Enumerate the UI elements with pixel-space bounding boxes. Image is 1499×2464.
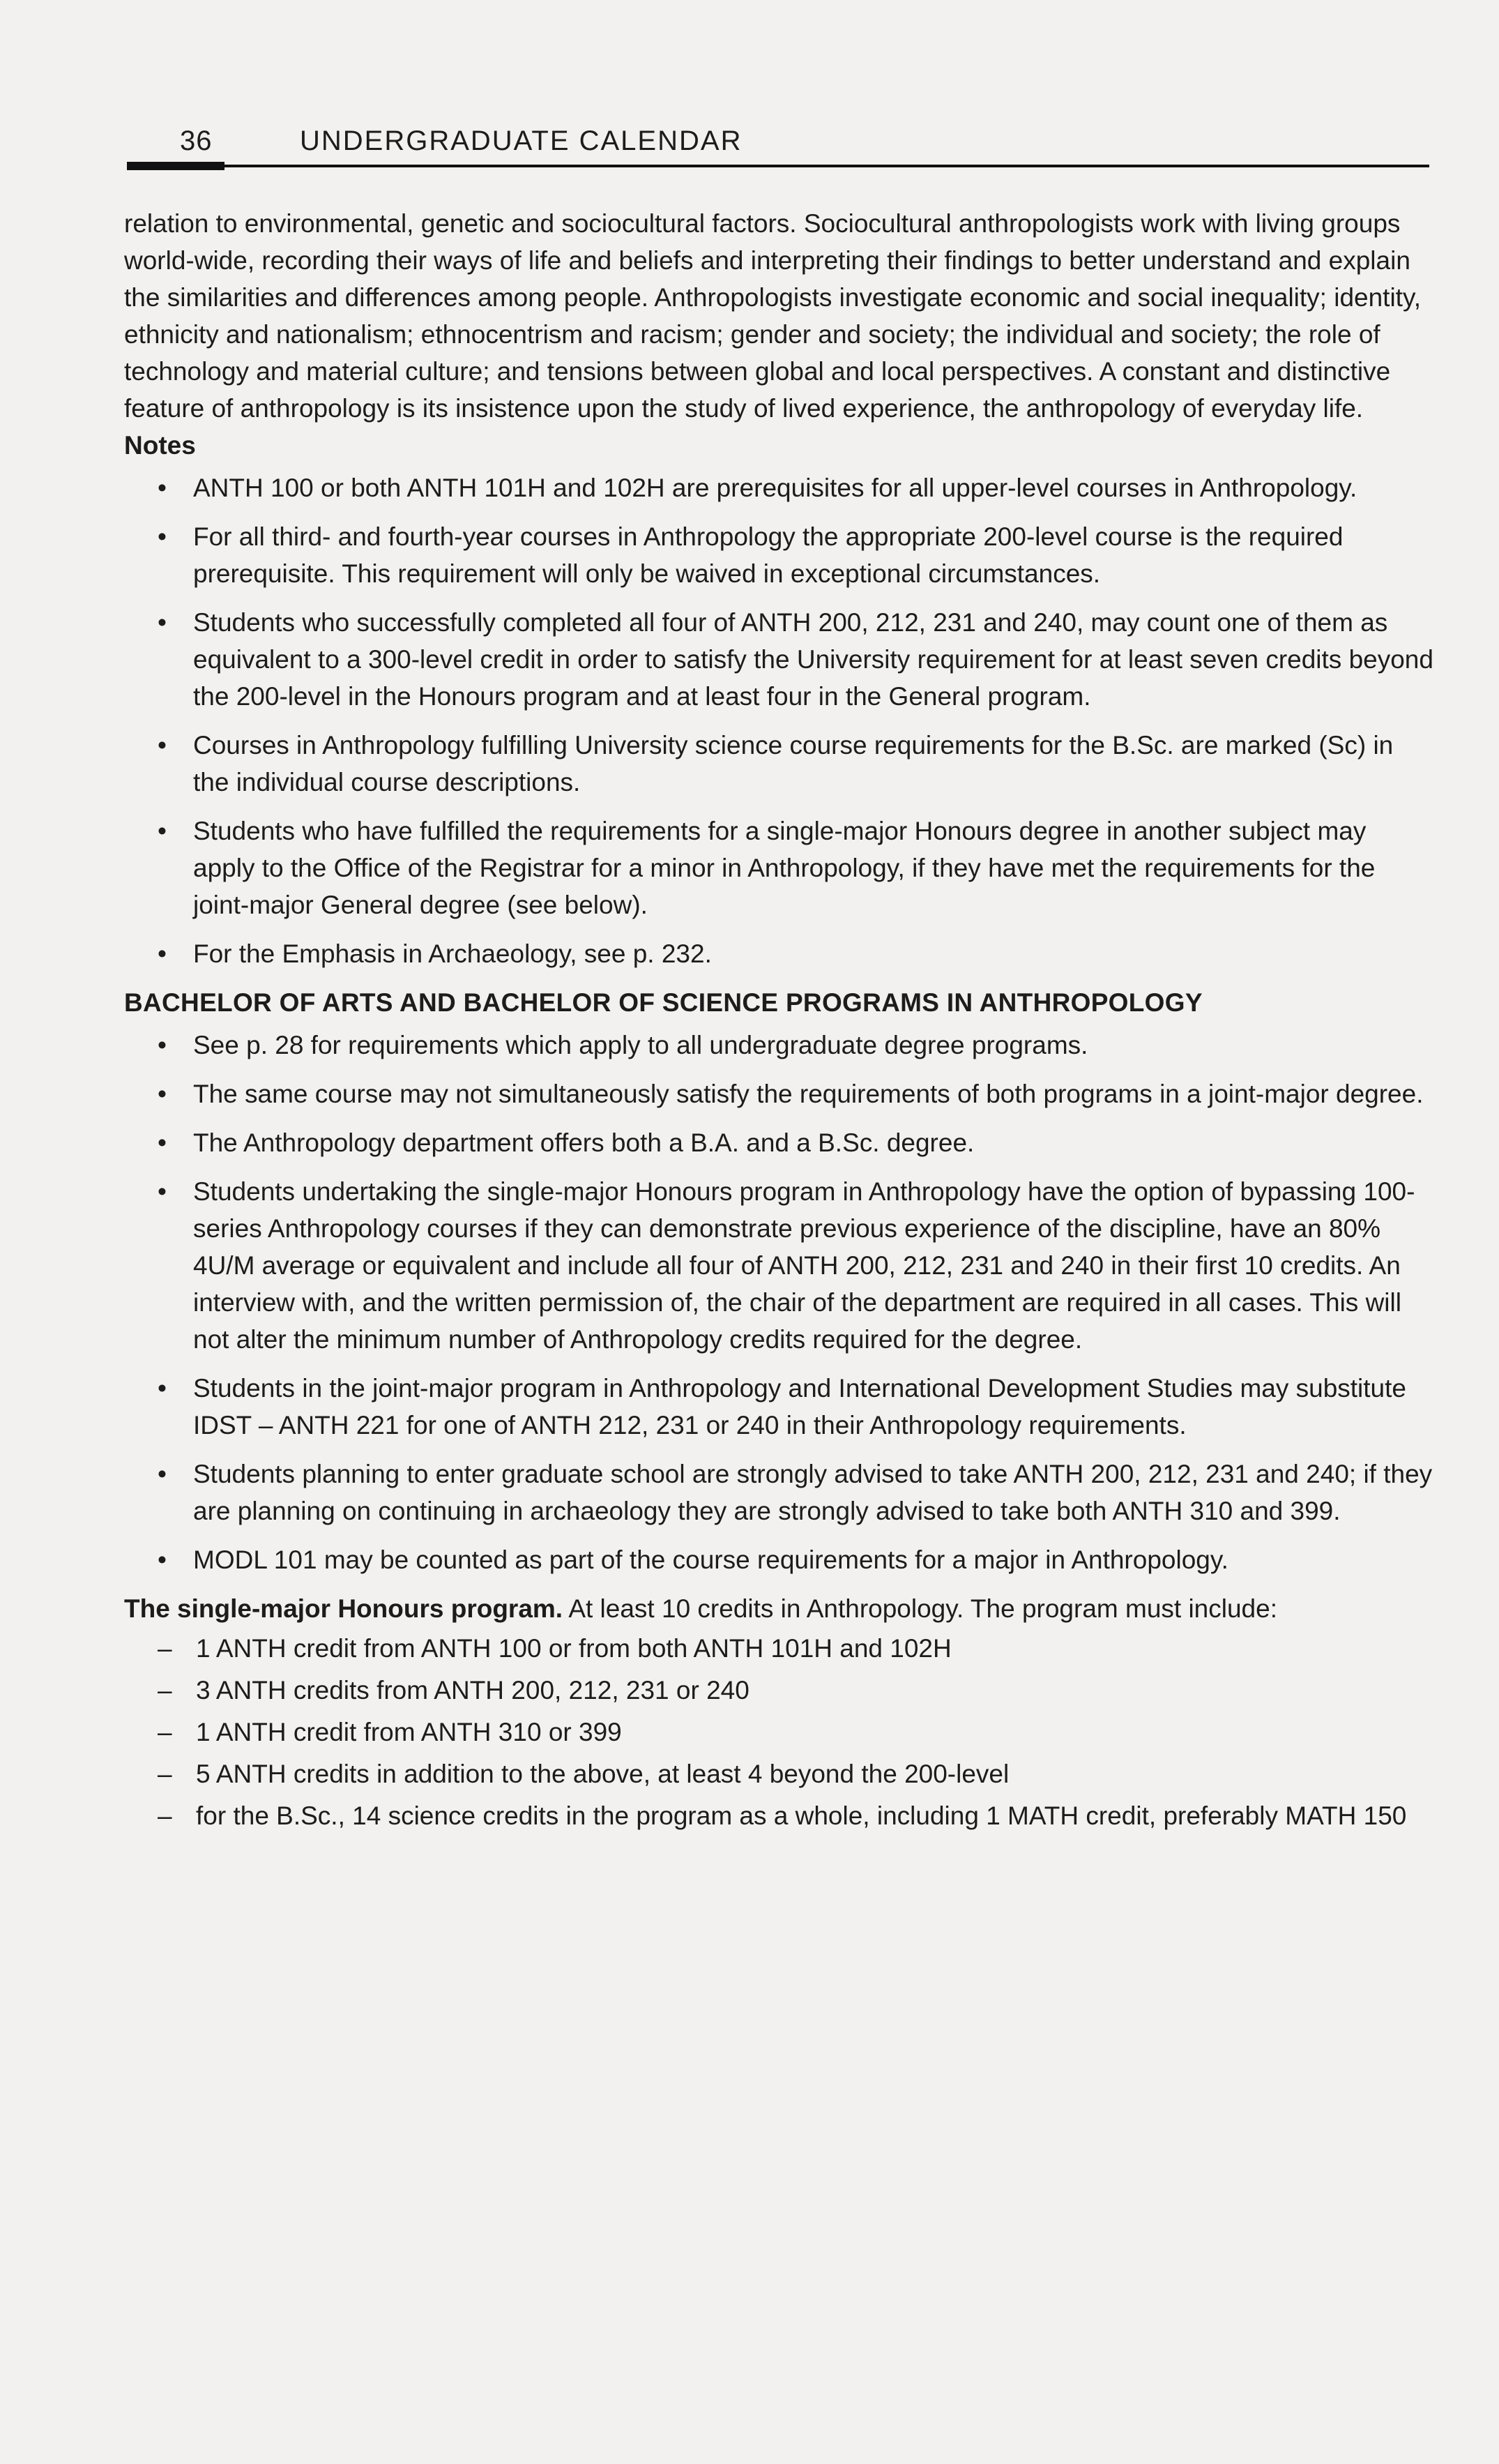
notes-item: • Students who have fulfilled the requirements for a single-major Honours degree in another subject may apply to the Office of the Registrar for a minor in Anthropology, if they have met the requirements for the joint-major General degree (see below). (124, 812, 1435, 923)
dash-icon: – (158, 1801, 172, 1830)
notes-item: • ANTH 100 or both ANTH 101H and 102H are prerequisites for all upper-level courses in Anthropology. (124, 469, 1435, 506)
programs-item: • The Anthropology department offers both a B.A. and a B.Sc. degree. (124, 1124, 1435, 1161)
honours-requirement: – 5 ANTH credits in addition to the above, at least 4 beyond the 200-level (124, 1755, 1435, 1792)
page-number: 36 (180, 126, 213, 156)
bullet-icon: • (158, 817, 167, 845)
bullet-icon: • (158, 608, 167, 637)
intro-paragraph: relation to environmental, genetic and sociocultural factors. Sociocultural anthropologists work with living groups world-wide, recording their ways of life and beliefs and interpreting their findings to better understand and explain the similarities and differences among people. Anthropologists investigate economic and social inequality; identity, ethnicity and nationalism; ethnocentrism and racism; gender and society; the individual and society; the role of technology and material culture; and tensions between global and local perspectives. A constant and distinctive feature of anthropology is its insistence upon the study of lived experience, the anthropology of everyday life. (124, 209, 1421, 423)
bullet-icon: • (158, 1460, 167, 1488)
notes-list (124, 469, 1435, 972)
programs-item: • Students undertaking the single-major Honours program in Anthropology have the option of bypassing 100-series Anthropology courses if they can demonstrate previous experience of the discipline, have an 80% 4U/M average or equivalent and include all four of ANTH 200, 212, 231 and 240 in their first 10 credits. An interview with, and the written permission of, the chair of the department are required in all cases. This will not alter the minimum number of Anthropology credits required for the degree. (124, 1173, 1435, 1358)
notes-item: • For the Emphasis in Archaeology, see p. 232. (124, 935, 1435, 972)
honours-requirement: – 1 ANTH credit from ANTH 310 or 399 (124, 1714, 1435, 1751)
dash-icon: – (158, 1676, 172, 1705)
running-title: UNDERGRADUATE CALENDAR (300, 126, 743, 156)
programs-item: • See p. 28 for requirements which apply to all undergraduate degree programs. (124, 1027, 1435, 1064)
honours-requirement: – for the B.Sc., 14 science credits in the program as a whole, including 1 MATH credit, preferably MATH 150 (124, 1797, 1435, 1834)
bullet-icon: • (158, 731, 167, 759)
bullet-icon: • (158, 1031, 167, 1059)
dash-icon: – (158, 1760, 172, 1788)
notes-item: • For all third- and fourth-year courses in Anthropology the appropriate 200-level course is the required prerequisite. This requirement will only be waived in exceptional circumstances. (124, 518, 1435, 592)
bullet-icon: • (158, 939, 167, 968)
bullet-icon: • (158, 1177, 167, 1206)
honours-lead-title: The single-major Honours program. (124, 1594, 563, 1623)
bullet-icon: • (158, 1128, 167, 1157)
honours-lead-text: At least 10 credits in Anthropology. The program must include: (563, 1594, 1277, 1623)
programs-item: • Students in the joint-major program in Anthropology and International Development Studies may substitute IDST – ANTH 221 for one of ANTH 212, 231 or 240 in their Anthropology requirements. (124, 1370, 1435, 1444)
notes-heading: Notes (124, 431, 196, 460)
bullet-icon: • (158, 474, 167, 502)
page-body (124, 205, 1435, 1839)
honours-requirements-list (124, 1630, 1435, 1834)
notes-item: • Courses in Anthropology fulfilling University science course requirements for the B.Sc. are marked (Sc) in the individual course descriptions. (124, 727, 1435, 801)
bullet-icon: • (158, 1374, 167, 1403)
programs-list (124, 1027, 1435, 1578)
honours-requirement: – 1 ANTH credit from ANTH 100 or from both ANTH 101H and 102H (124, 1630, 1435, 1667)
dash-icon: – (158, 1634, 172, 1663)
notes-item: • Students who successfully completed all four of ANTH 200, 212, 231 and 240, may count one of them as equivalent to a 300-level credit in order to satisfy the University requirement for at least seven credits beyond the 200-level in the Honours program and at least four in the General program. (124, 604, 1435, 715)
programs-item: • The same course may not simultaneously satisfy the requirements of both programs in a joint-major degree. (124, 1075, 1435, 1112)
bullet-icon: • (158, 522, 167, 551)
programs-heading: BACHELOR OF ARTS AND BACHELOR OF SCIENCE PROGRAMS IN ANTHROPOLOGY (124, 988, 1203, 1017)
programs-item: • MODL 101 may be counted as part of the course requirements for a major in Anthropology. (124, 1541, 1435, 1578)
programs-item: • Students planning to enter graduate school are strongly advised to take ANTH 200, 212, 231 and 240; if they are planning on continuing in archaeology they are strongly advised to take both ANTH 310 and 399. (124, 1456, 1435, 1529)
bullet-icon: • (158, 1545, 167, 1574)
page-header (127, 126, 1431, 167)
header-rule (127, 165, 1429, 167)
header-rule-accent (127, 162, 225, 170)
bullet-icon: • (158, 1080, 167, 1108)
honours-requirement: – 3 ANTH credits from ANTH 200, 212, 231 or 240 (124, 1672, 1435, 1709)
honours-lead (124, 1590, 1435, 1627)
dash-icon: – (158, 1718, 172, 1746)
